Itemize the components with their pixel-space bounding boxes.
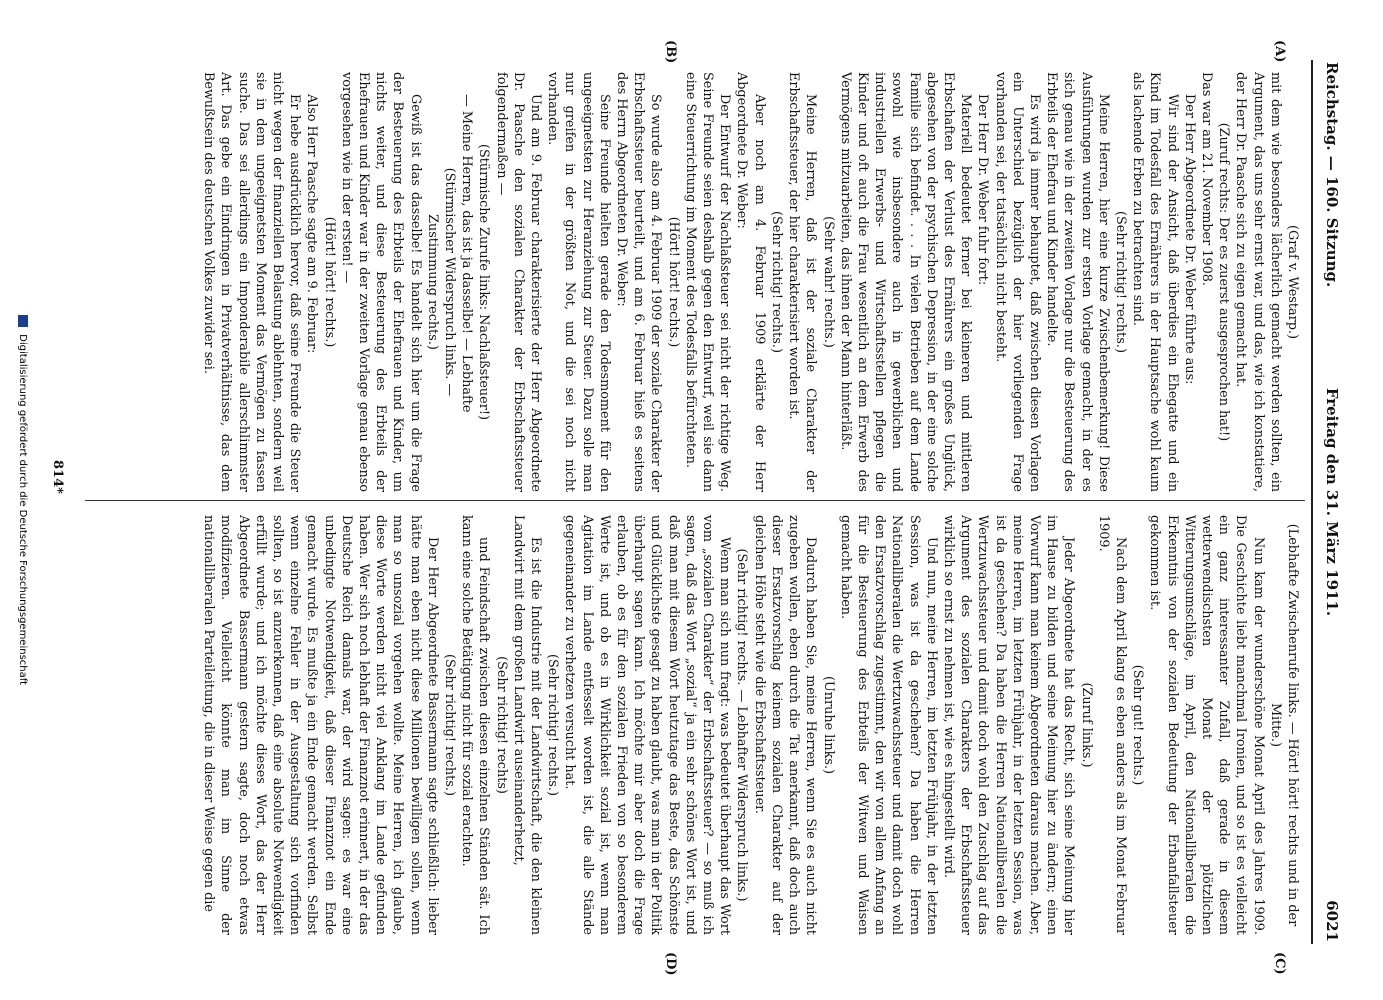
right-column-paragraph: (Zuruf links.) [1078, 682, 1094, 768]
header-rule [1311, 60, 1313, 944]
header-date: Freitag den 31. März 1911. [1323, 387, 1341, 617]
left-column-paragraph: Das war am 21. November 1908. [1198, 72, 1214, 286]
left-column-paragraph: Seine Freunde hielten gerade den Todesmoment für den ungeeignetsten zur Heranziehung zur Steuer. Dazu solle man nur greifen in der größten Not, und die sei noch nicht vorhanden. [545, 72, 612, 492]
digitization-credit [17, 0, 28, 1000]
left-column-paragraph: (Graf v. Westarp.) [1285, 224, 1300, 339]
digitization-credit-text: Digitalisierung gefördert durch die Deutsche Forschungsgemeinschaft [17, 334, 28, 686]
left-column-paragraph: Wir sind der Ansicht, daß überdies ein Ehegatte und ein Kind im Todesfall des Ernährers in der Hauptsache wohl kaum als lachende Erben zu betrachten sind. [1130, 72, 1180, 492]
right-column-paragraph: (Sehr richtig! rechts.) [442, 654, 458, 796]
left-column-paragraph: — Meine Herren, das ist ja dasselbe! — Lebhafte [459, 94, 475, 413]
right-column-paragraph: (Unruhe links.) [820, 675, 836, 775]
right-column-paragraph: Der Herr Abgeordnete Bassermann sagte schließlich: lieber hätte man eben nicht diese Millionen bewilligen sollen, wenn man so unsozial vorgehen wollte. Meine Herren, ich glaube, diese Worte werden nicht viel Anklang im Lande gefunden haben. Wer sich noch lebhaft der Finanznot erinnert, in der das Deutsche Reich damals war, der wird sagen: es war eine unbedingte Notwendigkeit, daß dieser Finanznot ein Ende gemacht wurde. Es mußte ja ein Ende gemacht werden. Selbst wenn einzelne Fehler in der Ausgestaltung sich vorfinden sollten, so ist anzuerkennen, daß eine absolute Notwendigkeit erfüllt wurde; und ich möchte dieses Wort, das der Herr Abgeordnete Bassermann gestern sagte, doch noch etwas modifizieren. Vielleicht könnte man im Sinne der nationalliberalen Parteileitung, die in dieser Weise gegen die [201, 515, 440, 935]
left-column-paragraph: (Zuruf rechts: Der es zuerst ausgesprochen hat!) [1216, 122, 1232, 442]
left-column-paragraph: Zustimmung rechts.) [424, 214, 440, 350]
left-column-paragraph: (Stürmischer Widerspruch links. — [442, 167, 458, 397]
left-column-paragraph: Meine Herren, hier eine kurze Zwischenbemerkung! Diese Ausführungen wurden zur ersten Vorlage gemacht, in der es sich genau wie in der zweiten Vorlage nur die Besteuerung des Erbteils der Ehefrau und Kinder handelte. [1044, 72, 1111, 492]
right-column-paragraph: Nach dem April klang es eben anders als im Monat Februar 1909. [1095, 515, 1128, 935]
right-column-paragraph: (Sehr richtig! rechts. — Lebhafter Widerspruch links.) [734, 548, 750, 902]
right-column-paragraph: (Sehr richtig! rechts.) [545, 654, 561, 796]
left-column-paragraph: mit dem wie besonders lächerlich gemacht werden sollten, ein Argument, das uns sehr ernst war, und das, wie ich konstatiere, der Herr Dr. Paasche sich zu eigen gemacht hat. [1233, 72, 1283, 492]
left-column-paragraph: Er hebe ausdrücklich hervor, daß seine Freunde die Steuer nicht wegen der finanziellen Belastung ablehnten, sondern weil sie in dem ungeeignetsten Moment das Vermögen zu fassen suche. Das sei allerdings ein Imponderabile allerschlimmster Art. Das gebe ein Eindringen in Privatverhältnisse, das dem Bewußtsein des deutschen Volkes zuwider sei. [201, 72, 303, 492]
left-column-paragraph: (Sehr richtig! rechts.) [768, 211, 784, 353]
left-column-paragraph: Der Entwurf der Nachlaßsteuer sei nicht der richtige Weg. Seine Freunde seien deshalb gegen den Entwurf, weil sie dann eine Steuerrichtung im Moment des Todesfalls befürchteten. [682, 72, 733, 492]
left-text-column [71, 72, 1301, 492]
right-column-paragraph: Wenn man sich nun fragt: was bedeutet überhaupt das Wort vom „sozialen Charakter“ der Erbschaftssteuer? — so muß ich sagen, daß das Wort „sozial“ ja ein sehr schönes Wort ist, und daß man mit diesem Wort heutzutage das Beste, das Schönste und Glücklichste gesagt zu haben glaubt, was man in der Politik überhaupt sagen kann. Ich möchte mir aber doch die Frage erlauben, ob es für den sozialen Frieden von so besonderem Werte ist, und ob es in Wirklichkeit sozial ist, wenn man Agitation im Lande entfesselt worden ist, die alle Stände gegeneinander zu verhetzen versucht hat. [562, 515, 733, 935]
margin-letter-d: (D) [663, 952, 678, 976]
right-column-paragraph: Und nun, meine Herren, im letzten Frühjahr, in der letzten Session, was ist da geschehen? Da haben die Herren Nationalliberalen die Wertzuwachssteuer und damit doch wohl den Ersatzvorschlag zugestimmt, den wir von allem Anfang an für die Besteuerung des Erbteils der Witwen und Waisen gemacht haben. [837, 515, 939, 935]
left-column-paragraph: Der Herr Dr. Weber fuhr fort: [975, 94, 991, 286]
left-column-paragraph: So wurde also am 4. Februar 1909 der soziale Charakter der Erbschaftssteuer beurteilt, und am 6. Februar hieß es seitens des Herrn Abgeordneten Dr. Weber: [614, 72, 664, 492]
right-column-paragraph: und Feindschaft zwischen diesen einzelnen Ständen sät. Ich kann eine solche Betätigung nicht für sozial erachten. [459, 515, 492, 935]
right-column-paragraph: (Lebhafte Zwischenrufe links. — Hört! hört! rechts und in der Mitte.) [1267, 523, 1300, 927]
left-column-paragraph: Also Herr Paasche sagte am 9. Februar: [304, 94, 320, 354]
margin-letter-b: (B) [663, 40, 678, 64]
left-column-paragraph: Der Herr Abgeordnete Dr. Weber führte aus: [1181, 94, 1197, 385]
right-column-paragraph: (Sehr richtig! rechts) [493, 656, 509, 794]
left-column-paragraph: Gewiß ist das dasselbe! Es handelt sich hier um die Frage der Besteuerung des Erbteils der Ehefrauen und Kinder, um nichts weiter, und diese Besteuerung des Erbteils der Ehefrauen und Kinder war in der zweiten Vorlage genau ebenso vorgesehen wie in der ersten! — [338, 72, 423, 492]
left-column-paragraph: (Hört! hört! rechts.) [665, 216, 681, 348]
column-divider [85, 500, 1305, 501]
left-column-paragraph: (Sehr richtig! rechts.) [1112, 211, 1128, 353]
running-header [1319, 62, 1341, 942]
right-column-paragraph: Dadurch haben Sie, meine Herren, wenn Sie es auch nicht zugeben wollen, eben durch die Tat anerkannt, daß doch auch dieser Ersatzvorschlag keinem sozialen Charakter auf der gleichen Höhe steht wie die Erbschaftssteuer. [751, 515, 819, 935]
right-column-paragraph: Nun kam der wunderschöne Monat April des Jahres 1909. Die Geschichte liebt manchmal Ironien, und so ist es vielleicht ein ganz interessanter Zufall, daß gerade in diesem wetterwendischsten Monat der plötzlichen Witterungsumschläge, im April, den Nationalliberalen die Erkenntnis von der sozialen Bedeutung der Erbanfallsteuer gekommen ist. [1147, 515, 1266, 935]
left-column-paragraph: Meine Herren, daß ist der soziale Charakter der Erbschaftssteuer, der hier charakterisiert worden ist. [786, 72, 819, 492]
right-column-paragraph: (Sehr gut! rechts.) [1130, 664, 1146, 786]
header-left: Reichstag. — 160. Sitzung. [1323, 62, 1341, 288]
left-column-paragraph: Aber noch am 4. Februar 1909 erklärte der Herr Abgeordnete Dr. Weber: [734, 72, 767, 492]
header-page-number: 6021 [1323, 900, 1341, 942]
left-column-paragraph: (Stürmische Zurufe links: Nachlaßsteuer!) [476, 144, 492, 420]
dfg-logo-icon [18, 315, 28, 327]
right-column-paragraph: Es ist die Industrie mit der Landwirtschaft, die den kleinen Landwirt mit dem großen Landwirt auseinanderhetzt, [510, 515, 544, 935]
page-signature: 814* [50, 460, 65, 494]
right-column-paragraph: Jeder Abgeordnete hat das Recht, sich seine Meinung hier im Hause zu bilden und seine Meinung hier zu ändern; einen Vorwurf kann man keinem Abgeordneten daraus machen. Aber, meine Herren, im letzten Frühjahr, in der letzten Session, was ist da geschehen? Da haben die Herren Nationalliberalen die Wertzuwachssteuer und damit doch wohl den Zuschlag auf das Argument des sozialen Charakters der Erbschaftssteuer wirklich so ernst zu nehmen ist, wie es hingestellt wird. [940, 515, 1077, 935]
margin-letter-a: (A) [1272, 40, 1287, 63]
left-column-paragraph: Materiell bedeutet ferner bei kleineren und mittleren Erbschaften der Verlust des Ernährers ein großes Unglück, abgesehen von der psychischen Depression, in der eine solche Familie sich befindet. . . . In vielen Betrieben auf dem Lande sowohl wie insbesondere auch in gewerblichen und industriellen Erwerbs- und Wirtschaftsstellen pflegen die Kinder und oft auch die Frau wesentlich an dem Erwerb des Vermögens mitzuarbeiten, das ihnen der Mann hinterläßt. [837, 72, 974, 492]
margin-letter-c: (C) [1272, 952, 1287, 975]
left-column-paragraph: (Hört! hört! rechts.) [321, 216, 337, 348]
left-column-paragraph: Es wird ja immer behauptet, daß zwischen diesen Vorlagen ein Unterschied bezüglich der hier vorliegenden Frage vorhanden sei, der tatsächlich nicht besteht. [992, 72, 1042, 492]
left-column-paragraph: Und am 9. Februar charakterisierte der Herr Abgeordnete Dr. Paasche den sozialen Charakter der Erbschaftssteuer folgendermaßen — [493, 72, 544, 492]
left-column-paragraph: (Sehr wahr! rechts.) [820, 216, 836, 348]
right-text-column [71, 515, 1301, 935]
